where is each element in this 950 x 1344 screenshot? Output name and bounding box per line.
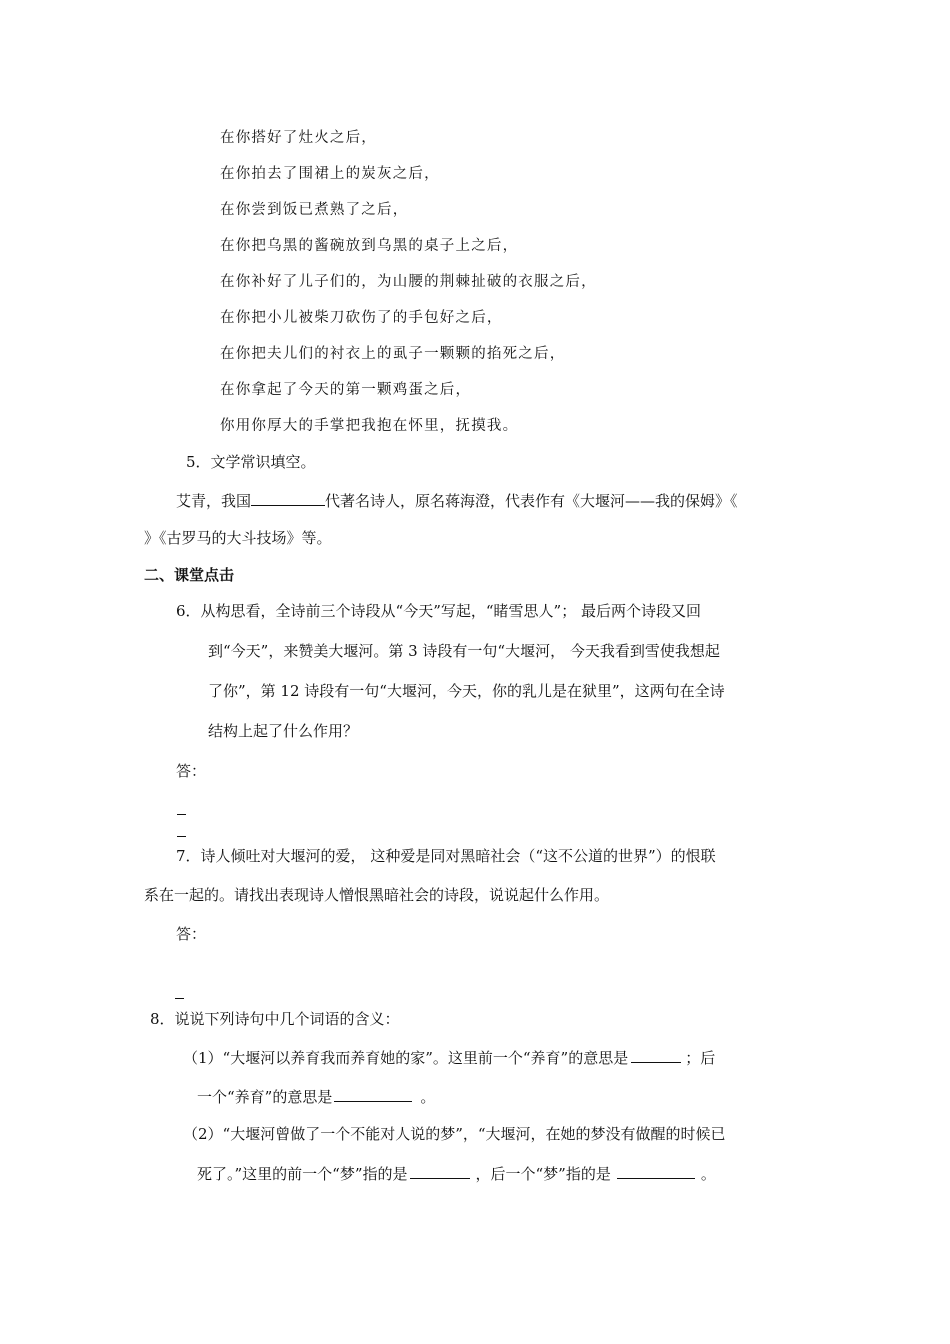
poem-line: 在你拍去了围裙上的炭灰之后， bbox=[220, 166, 440, 182]
question-8-text: （1）“大堰河以养育我而养育她的家”。这里前一个“养育”的意思是 bbox=[183, 1049, 629, 1067]
answer-blank[interactable] bbox=[617, 1163, 695, 1179]
question-8-title: 8．说说下列诗句中几个词语的含义： bbox=[150, 1010, 400, 1028]
answer-line[interactable] bbox=[177, 836, 186, 837]
question-6-answer-label: 答： bbox=[176, 762, 207, 780]
question-8-item-2-line bbox=[197, 1163, 716, 1184]
question-5-title: 5．文学常识填空。 bbox=[186, 453, 316, 471]
question-8-text: 。 bbox=[420, 1088, 436, 1106]
poem-line: 你用你厚大的手掌把我抱在怀里，抚摸我。 bbox=[220, 418, 519, 434]
answer-line[interactable] bbox=[175, 998, 184, 999]
question-5-line: 》《古罗马的大斗技场》等。 bbox=[144, 529, 332, 547]
question-8-text: 。 bbox=[700, 1165, 716, 1183]
question-7-line: 7．诗人倾吐对大堰河的爱， 这种爱是同对黑暗社会（“这不公道的世界”）的恨联 bbox=[176, 847, 716, 865]
answer-blank[interactable] bbox=[334, 1086, 412, 1102]
question-5-text: 艾青，我国 bbox=[176, 492, 252, 510]
poem-line: 在你把乌黑的酱碗放到乌黑的桌子上之后， bbox=[220, 238, 519, 254]
question-8-item-2-line: （2）“大堰河曾做了一个不能对人说的梦”，“大堰河，在她的梦没有做醒的时候已 bbox=[183, 1125, 726, 1143]
answer-blank[interactable] bbox=[410, 1163, 470, 1179]
poem-line: 在你拿起了今天的第一颗鸡蛋之后， bbox=[220, 382, 472, 398]
question-6-line: 6．从构思看，全诗前三个诗段从“今天”写起，“睹雪思人”； 最后两个诗段又回 bbox=[176, 602, 701, 620]
question-8-text: ，后一个“梦”指的是 bbox=[475, 1165, 611, 1183]
poem-line: 在你把夫儿们的衬衣上的虱子一颗颗的掐死之后， bbox=[220, 346, 566, 362]
question-5-line bbox=[176, 490, 738, 511]
question-6-line: 到“今天”，来赞美大堰河。第 3 诗段有一句“大堰河， 今天我看到雪使我想起 bbox=[208, 642, 720, 660]
question-8-item-1-line bbox=[197, 1086, 435, 1107]
poem-line: 在你补好了儿子们的，为山腰的荆棘扯破的衣服之后， bbox=[220, 274, 597, 290]
answer-blank[interactable] bbox=[251, 490, 325, 506]
poem-line: 在你尝到饭已煮熟了之后， bbox=[220, 202, 409, 218]
answer-line[interactable] bbox=[177, 814, 186, 815]
question-8-text: 一个“养育”的意思是 bbox=[197, 1088, 333, 1106]
question-7-line: 系在一起的。请找出表现诗人憎恨黑暗社会的诗段，说说起什么作用。 bbox=[144, 886, 610, 904]
answer-blank[interactable] bbox=[631, 1047, 681, 1063]
question-5-text: 代著名诗人，原名蒋海澄，代表作有《大堰河——我的保姆》《 bbox=[325, 492, 738, 510]
question-8-item-1-line bbox=[183, 1047, 715, 1068]
poem-line: 在你搭好了灶火之后， bbox=[220, 130, 377, 146]
question-8-text: 死了。”这里的前一个“梦”指的是 bbox=[197, 1165, 408, 1183]
poem-line: 在你把小儿被柴刀砍伤了的手包好之后， bbox=[220, 310, 503, 326]
question-8-text: ；后 bbox=[685, 1049, 716, 1067]
question-6-line: 了你”，第 12 诗段有一句“大堰河，今天，你的乳儿是在狱里”，这两句在全诗 bbox=[208, 682, 725, 700]
section-heading: 二、课堂点击 bbox=[144, 566, 235, 584]
question-7-answer-label: 答： bbox=[176, 925, 207, 943]
question-6-line: 结构上起了什么作用？ bbox=[208, 722, 359, 740]
